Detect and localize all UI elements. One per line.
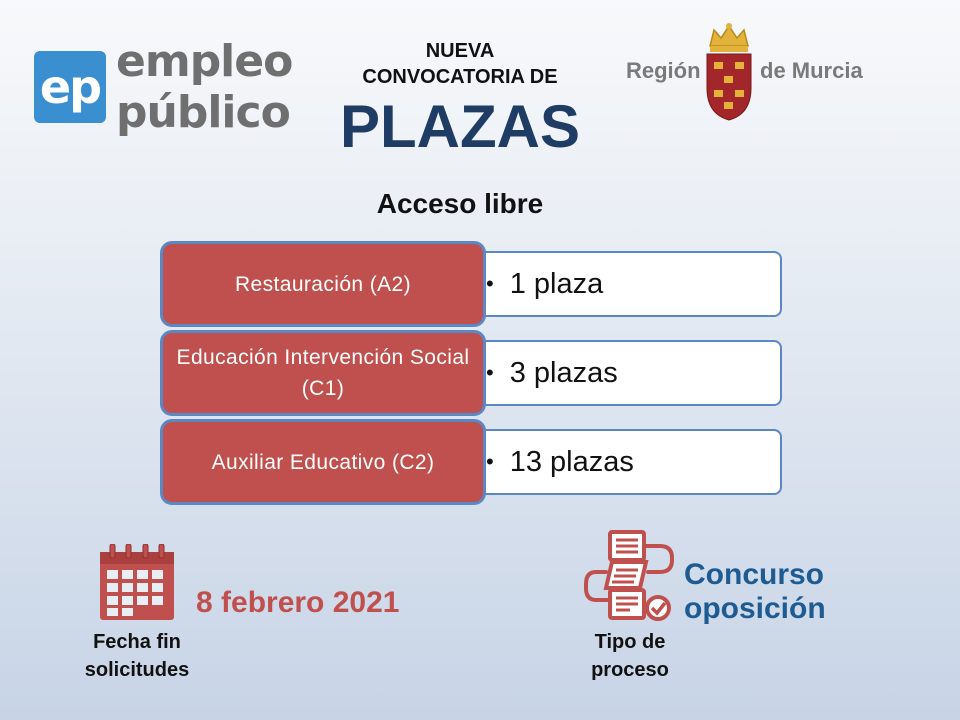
position-label: Educación Intervención Social (C1): [160, 330, 486, 416]
deadline-caption: [66, 628, 208, 684]
deadline-caption-line-2: solicitudes: [84, 659, 190, 681]
position-count-box: [460, 429, 782, 495]
process-type-line-2: oposición: [684, 592, 826, 625]
announcement-heading: [320, 38, 600, 90]
empleo-publico-logo: [34, 36, 292, 138]
region-word: Región: [626, 58, 701, 83]
position-row: [160, 330, 784, 418]
deadline-date: 8 febrero 2021: [196, 586, 400, 619]
position-count: 1 plaza: [509, 267, 604, 300]
calendar-icon: [98, 544, 176, 622]
position-count-box: [460, 251, 782, 317]
process-flow-icon: [582, 530, 676, 622]
bullet-icon: •: [486, 360, 494, 385]
position-count-box: [460, 340, 782, 406]
process-caption-line-2: proceso: [591, 659, 669, 681]
ep-badge: ep: [34, 51, 106, 123]
process-caption: [570, 628, 690, 684]
bullet-icon: •: [486, 449, 494, 474]
position-count: 13 plazas: [509, 445, 634, 478]
bullet-icon: •: [486, 271, 494, 296]
position-row: [160, 241, 784, 329]
process-type-line-1: Concurso: [684, 558, 825, 591]
heading-line-1: NUEVA: [425, 40, 495, 62]
region-murcia-logo: [626, 22, 866, 132]
position-label: Auxiliar Educativo (C2): [160, 419, 486, 505]
deadline-caption-line-1: Fecha fin: [93, 631, 181, 653]
process-caption-line-1: Tipo de: [594, 631, 666, 653]
position-label: Restauración (A2): [160, 241, 486, 327]
ep-word-empleo: empleo: [116, 36, 293, 87]
ep-wordmark: [116, 36, 292, 138]
access-type-heading: Acceso libre: [376, 188, 544, 219]
position-count: 3 plazas: [509, 356, 618, 389]
position-row: [160, 419, 784, 507]
murcia-word: de Murcia: [760, 58, 863, 83]
process-type: [684, 558, 826, 626]
page-title: PLAZAS: [340, 93, 580, 160]
ep-word-publico: público: [116, 87, 290, 138]
coat-of-arms-icon: [702, 22, 756, 122]
heading-line-2: CONVOCATORIA DE: [362, 66, 558, 88]
